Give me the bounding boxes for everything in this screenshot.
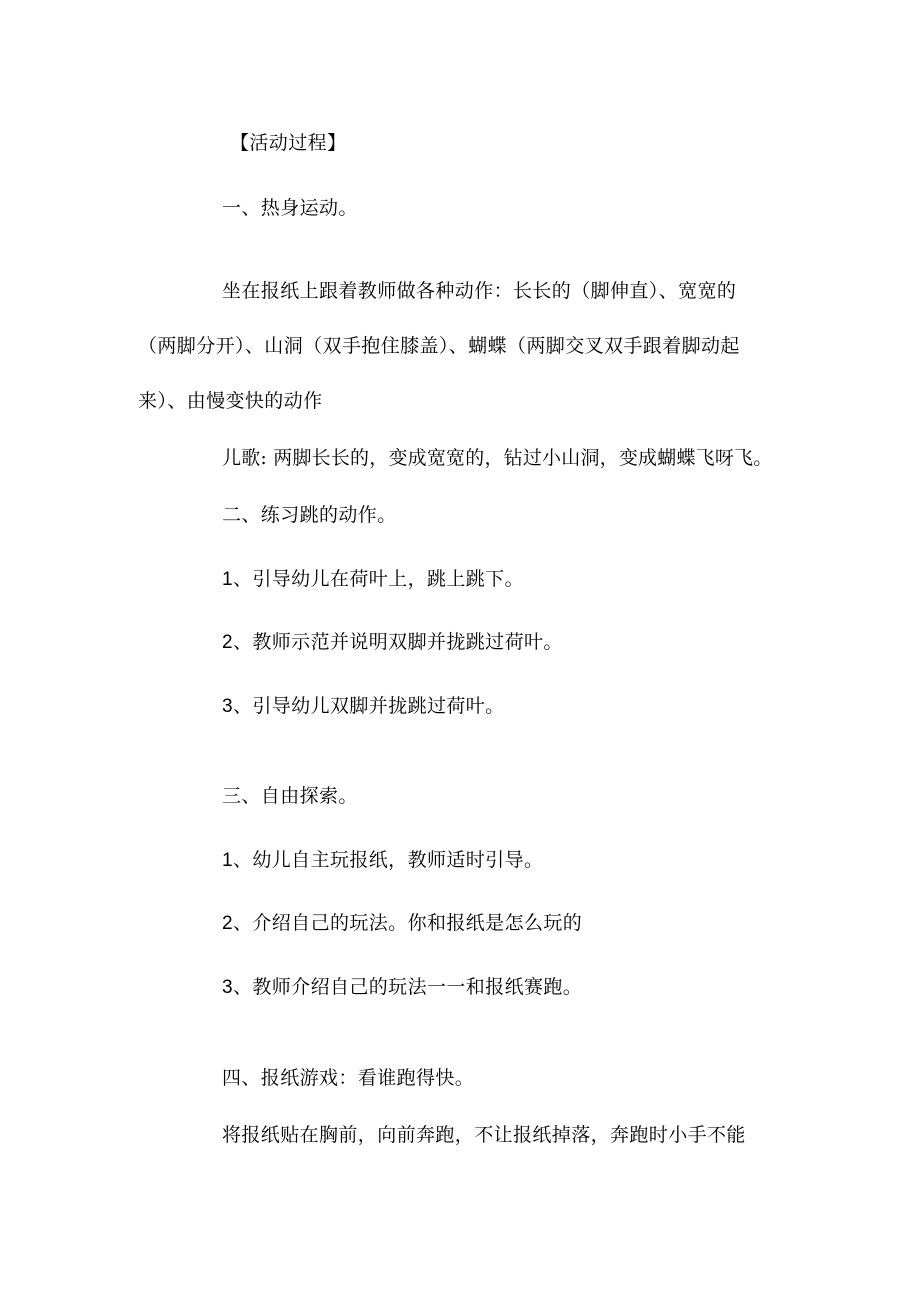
explore-step-2: [222, 911, 582, 936]
explore-step-1-number: 1: [222, 850, 233, 871]
jump-step-2-text: 、教师示范并说明双脚并拢跳过荷叶。: [232, 631, 563, 653]
rhyme-line: 儿歌: 两脚长长的，变成宽宽的，钻过小山洞，变成蝴蝶飞呀飞。: [222, 447, 773, 469]
jump-step-2-number: 2: [222, 632, 233, 653]
warmup-paragraph-line-3: 来）、由慢变快的动作: [138, 390, 323, 412]
jump-step-1-text: 、引导幼儿在荷叶上，跳上跳下。: [232, 568, 524, 590]
game-paragraph: 将报纸贴在胸前，向前奔跑，不让报纸掉落，奔跑时小手不能: [222, 1124, 746, 1146]
jump-step-3-text: 、引导幼儿双脚并拢跳过荷叶。: [232, 695, 505, 717]
explore-step-2-text: 、介绍自己的玩法。你和报纸是怎么玩的: [232, 912, 583, 934]
warmup-paragraph-line-1: 坐在报纸上跟着教师做各种动作：长长的（脚伸直）、宽宽的: [222, 280, 737, 302]
explore-step-3: [222, 975, 582, 1000]
warmup-paragraph-line-2: （两脚分开）、山洞（双手抱住膝盖）、蝴蝶（两脚交叉双手跟着脚动起: [138, 335, 740, 357]
explore-step-3-number: 3: [222, 977, 233, 998]
heading-warmup: 一、热身运动。: [222, 197, 358, 219]
jump-step-3-number: 3: [222, 696, 233, 717]
jump-step-2: [222, 630, 563, 655]
explore-step-1-text: 、幼儿自主玩报纸，教师适时引导。: [232, 849, 544, 871]
jump-step-1-number: 1: [222, 569, 233, 590]
explore-step-1: [222, 848, 543, 873]
explore-step-2-number: 2: [222, 913, 233, 934]
section-title: 【活动过程】: [230, 132, 347, 154]
jump-step-1: [222, 567, 524, 592]
heading-explore: 三、自由探索。: [222, 785, 358, 807]
heading-jump: 二、练习跳的动作。: [222, 504, 397, 526]
heading-game: 四、报纸游戏：看谁跑得快。: [222, 1067, 475, 1089]
explore-step-3-text: 、教师介绍自己的玩法一一和报纸赛跑。: [232, 976, 583, 998]
jump-step-3: [222, 694, 505, 719]
